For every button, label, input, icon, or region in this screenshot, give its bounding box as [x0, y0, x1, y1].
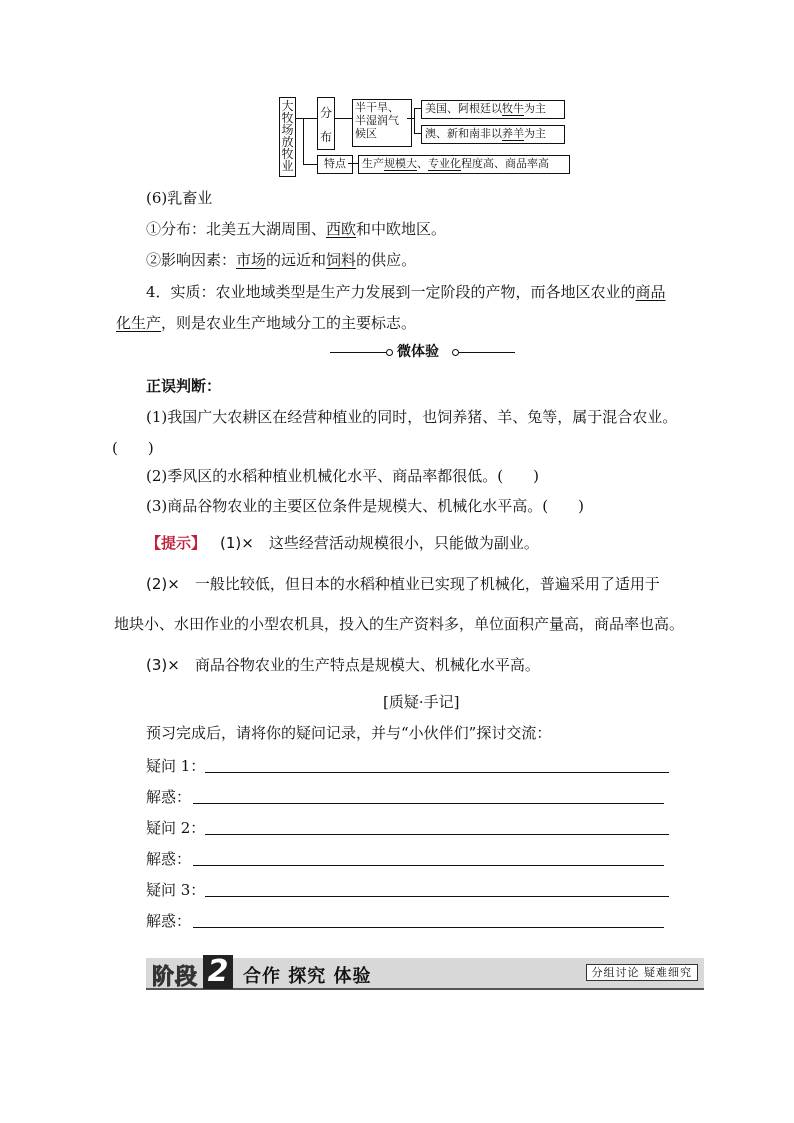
mindmap-distribution: 分布	[317, 97, 335, 150]
point-4-line1: 4．实质：农业地域类型是生产力发展到一定阶段的产物，而各地区农业的商品	[146, 283, 666, 301]
answer-2-line[interactable]	[193, 865, 664, 866]
notes-intro: 预习完成后，请将你的疑问记录，并与“小伙伴们”探讨交流：	[146, 724, 552, 742]
hint-1: 【提示】 (1)× 这些经营活动规模很小，只能做为副业。	[146, 534, 539, 552]
answer-2-label: 解惑：	[146, 850, 192, 868]
question-3-line[interactable]	[205, 896, 669, 897]
question-2-label: 疑问 2：	[146, 819, 206, 837]
section-6-factors: ②影响因素：市场的远近和饲料的供应。	[146, 251, 417, 269]
judge-q3: (3)商品谷物农业的主要区位条件是规模大、机械化水平高。( )	[146, 497, 584, 515]
point-4-line2: 化生产，则是农业生产地域分工的主要标志。	[116, 314, 417, 332]
judge-q1-paren: ( )	[112, 439, 154, 457]
answer-3-line[interactable]	[193, 927, 664, 928]
section-6-title: (6)乳畜业	[146, 189, 213, 207]
stage-tag: 分组讨论 疑难细究	[586, 964, 699, 981]
mindmap-features-label: 特点	[317, 155, 353, 174]
notes-title: [质疑·手记]	[383, 693, 460, 711]
mindmap-features: 生产规模大、专业化程度高、商品率高	[358, 155, 570, 174]
judge-q2: (2)季风区的水稻种植业机械化水平、商品率都很低。( )	[146, 467, 539, 485]
question-1-line[interactable]	[205, 772, 669, 773]
hint-2b: 地块小、水田作业的小型农机具，投入的生产资料多，单位面积产量高，商品率也高。	[114, 615, 685, 633]
mindmap-dest2: 澳、新和南非以养羊为主	[421, 125, 565, 144]
hint-3: (3)× 商品谷物农业的生产特点是规模大、机械化水平高。	[146, 656, 540, 674]
question-1-label: 疑问 1：	[146, 757, 206, 775]
answer-1-line[interactable]	[193, 803, 664, 804]
stage-banner	[146, 954, 704, 990]
hint-2a: (2)× 一般比较低，但日本的水稻种植业已实现了机械化，普遍采用了适用于	[146, 575, 660, 593]
question-2-line[interactable]	[205, 834, 669, 835]
section-6-distribution: ①分布：北美五大湖周围、西欧和中欧地区。	[146, 220, 447, 238]
micro-title: 微体验	[397, 344, 439, 360]
judge-q1: (1)我国广大农耕区在经营种植业的同时，也饲养猪、羊、兔等，属于混合农业。	[146, 408, 678, 426]
answer-3-label: 解惑：	[146, 912, 192, 930]
hint-label: 【提示】	[146, 534, 207, 552]
judge-heading: 正误判断：	[146, 377, 222, 395]
mindmap-dest1: 美国、阿根廷以牧牛为主	[421, 100, 565, 119]
mindmap-climate: 半干旱、半湿润气候区	[352, 99, 412, 147]
answer-1-label: 解惑：	[146, 788, 192, 806]
stage-title: 合作 探究 体验	[243, 966, 372, 987]
stage-word: 阶段	[152, 965, 199, 990]
mindmap-root: 大牧场放牧业	[279, 97, 296, 177]
stage-number: 2	[203, 955, 233, 989]
question-3-label: 疑问 3：	[146, 881, 206, 899]
